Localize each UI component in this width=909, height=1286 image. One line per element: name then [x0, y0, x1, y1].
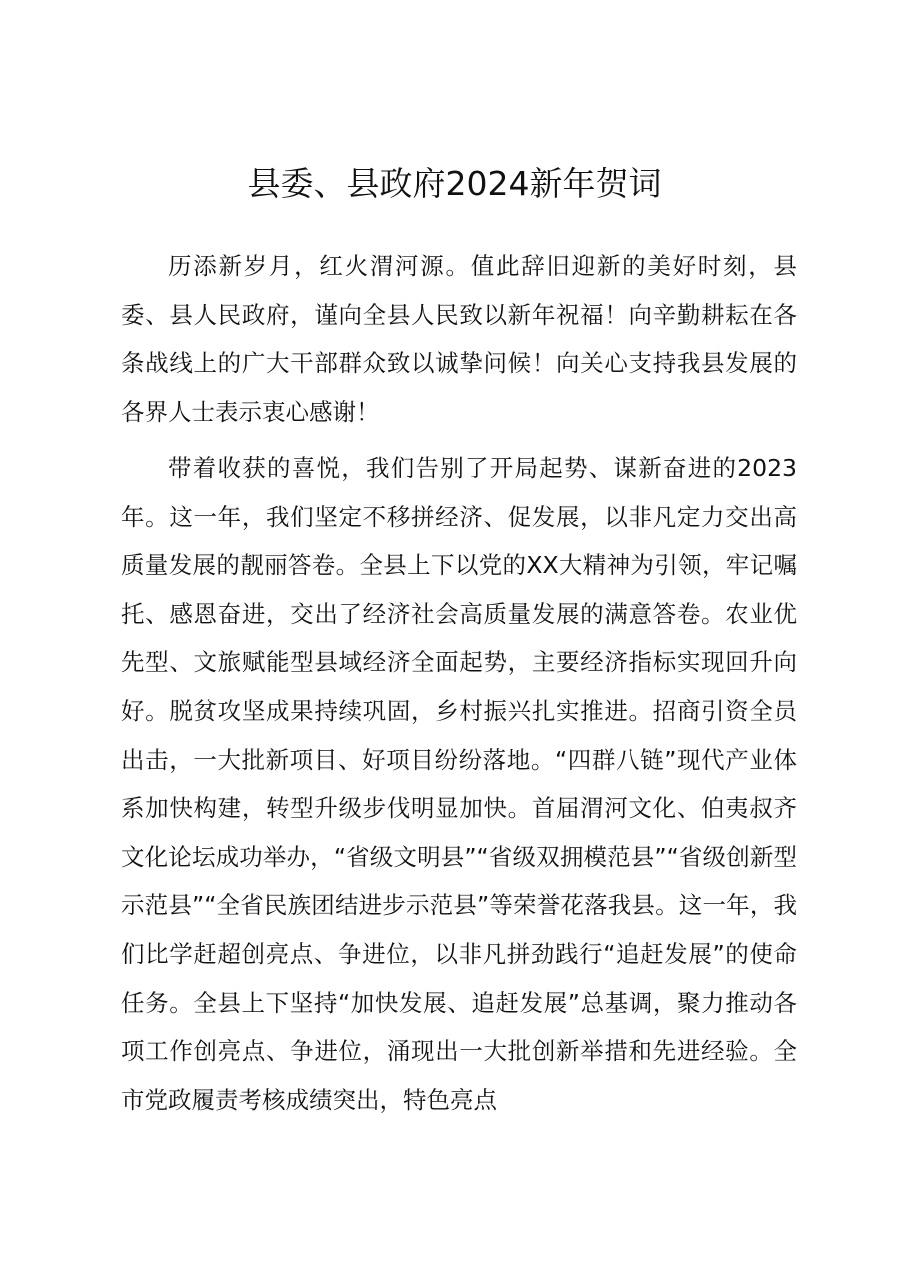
paragraph-1: 历添新岁月，红火渭河源。值此辞旧迎新的美好时刻，县委、县人民政府，谨向全县人民致以新年祝福！向辛勤耕耘在各条战线上的广大干部群众致以诚挚问候！向关心支持我县发展的各界人士表示衷心感谢！	[121, 252, 797, 426]
paragraph-2: 带着收获的喜悦，我们告别了开局起势、谋新奋进的2023年。这一年，我们坚定不移拼经济、促发展，以非凡定力交出高质量发展的靓丽答卷。全县上下以党的XX大精神为引领，牢记嘱托、感恩奋进，交出了经济社会高质量发展的满意答卷。农业优先型、文旅赋能型县域经济全面起势，主要经济指标实现回升向好。脱贫攻坚成果持续巩固，乡村振兴扎实推进。招商引资全员出击，一大批新项目、好项目纷纷落地。“四群八链”现代产业体系加快构建，转型升级步伐明显加快。首届渭河文化、伯夷叔齐文化论坛成功举办，“省级文明县”“省级双拥模范县”“省级创新型示范县”“全省民族团结进步示范县”等荣誉花落我县。这一年，我们比学赶超创亮点、争进位，以非凡拼劲践行“追赶发展”的使命任务。全县上下坚持“加快发展、追赶发展”总基调，聚力推动各项工作创亮点、争进位，涌现出一大批创新举措和先进经验。全市党政履责考核成绩突出，特色亮点	[121, 454, 797, 1114]
document-title: 县委、县政府2024新年贺词	[247, 164, 662, 203]
